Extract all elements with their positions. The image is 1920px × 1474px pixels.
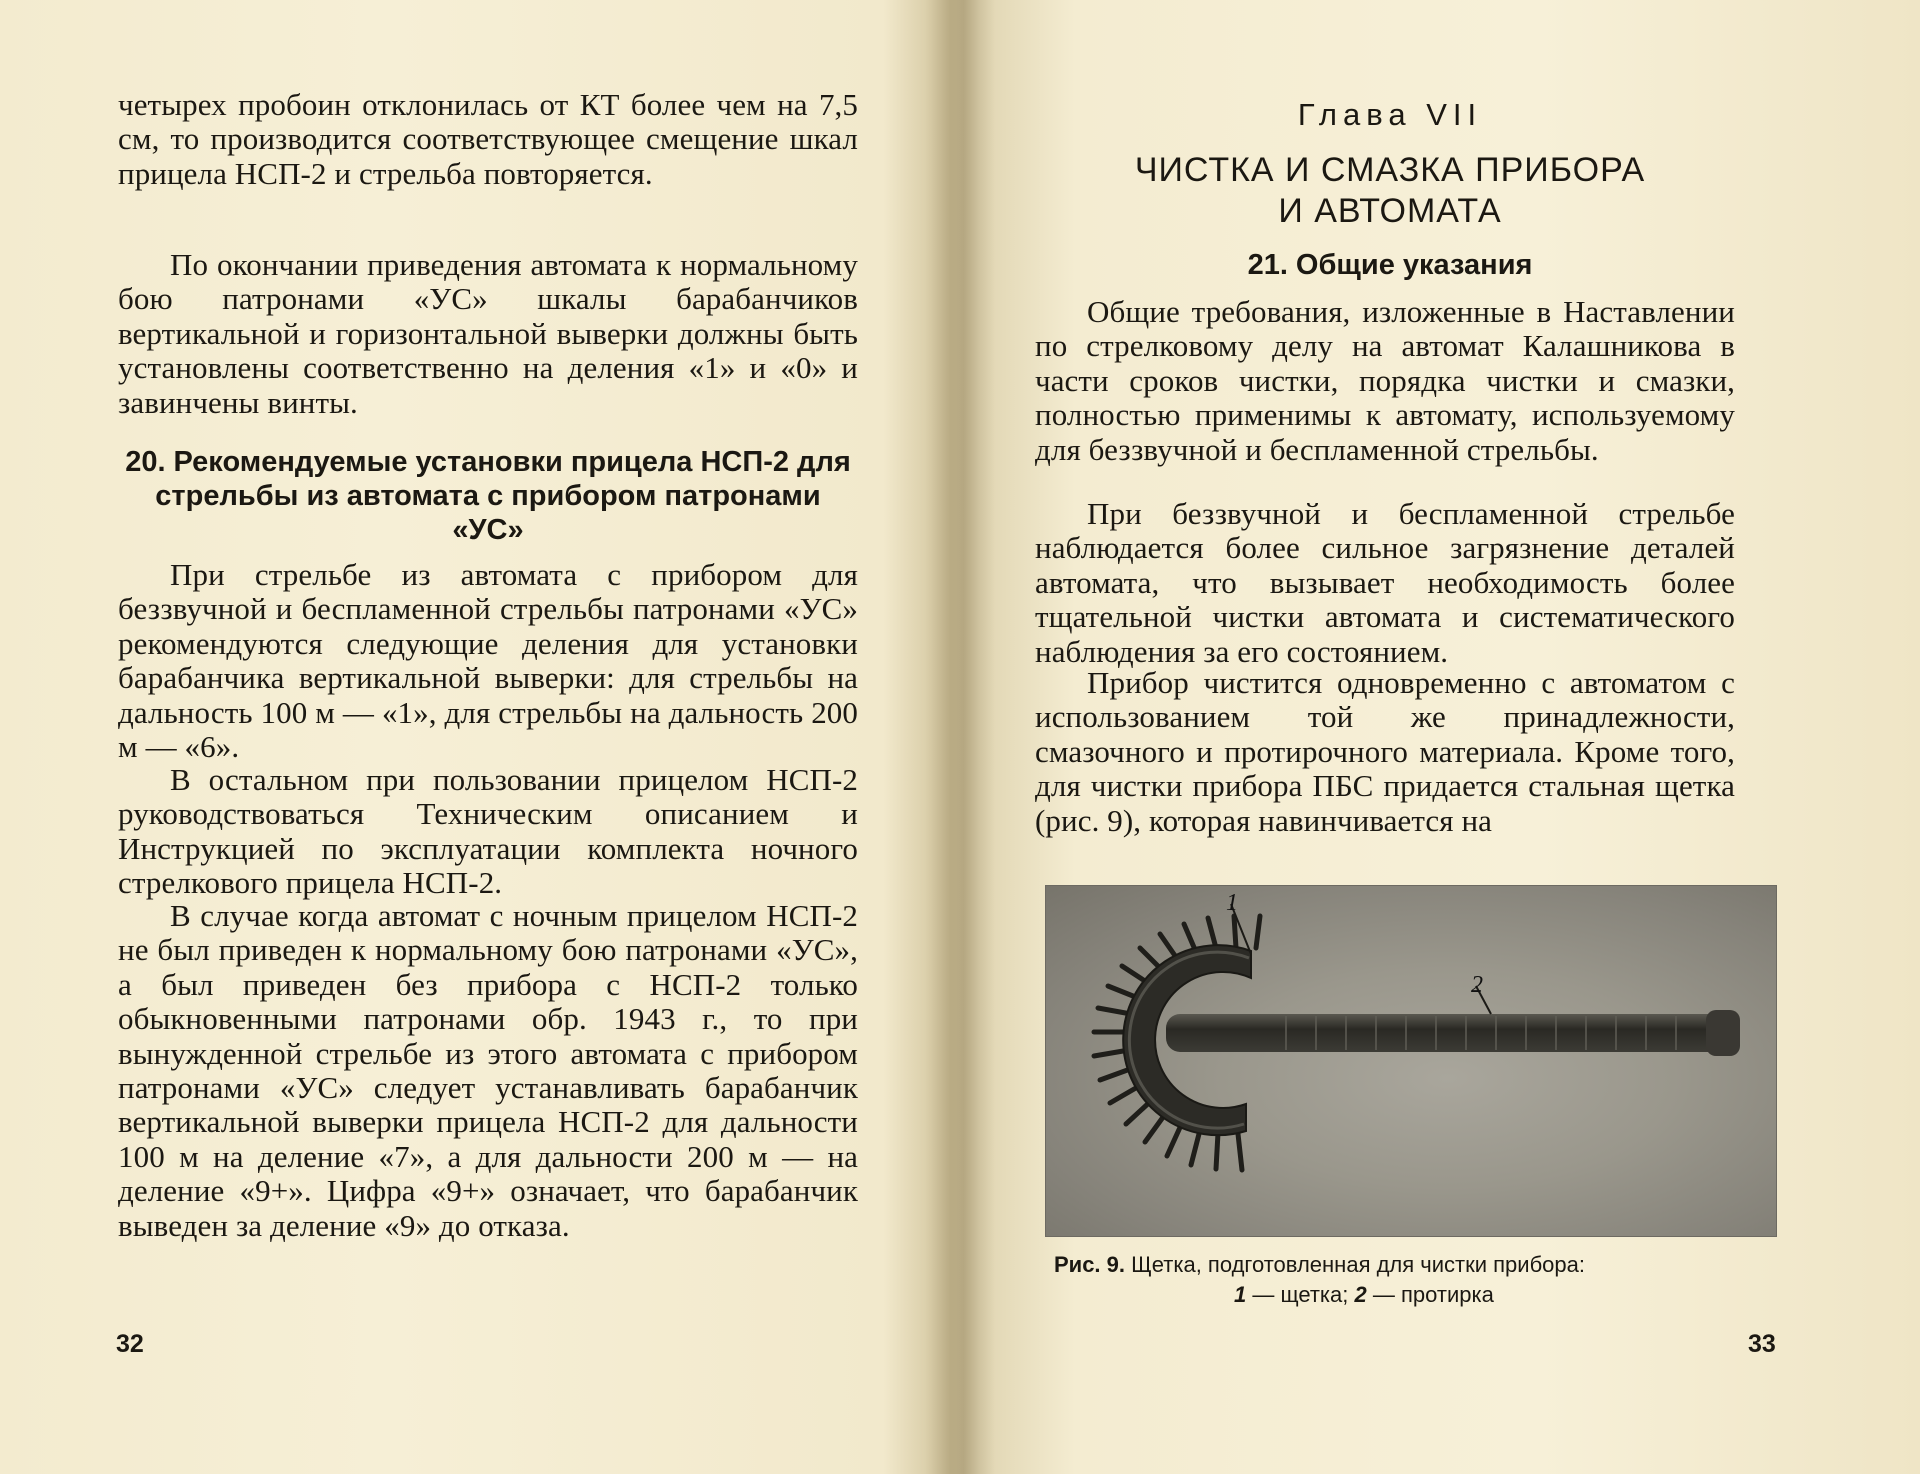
right-paragraph-2: При беззвучной и беспламенной стрельбе наблюдается более сильное загрязнение деталей автомата, что вызывает необходимость более тщательной чистки автомата и систематического наблюдения за его состоянием. bbox=[1035, 496, 1735, 669]
left-paragraph-4: В остальном при пользовании прицелом НСП-2 руководствоваться Техническим описанием и Инструкцией по эксплуатации комплекта ночного стрелкового прицела НСП-2. bbox=[118, 762, 858, 901]
legend-1-number: 1 bbox=[1234, 1282, 1247, 1307]
caption-legend bbox=[1054, 1280, 1774, 1310]
figure-caption bbox=[1054, 1250, 1774, 1310]
brush-illustration bbox=[1046, 886, 1776, 1236]
callout-2: 2 bbox=[1471, 972, 1483, 998]
caption-text: Щетка, подготовленная для чистки прибора: bbox=[1131, 1252, 1585, 1277]
left-paragraph-1: четырех пробоин отклонилась от КТ более чем на 7,5 см, то производится соответствующее смещение шкал прицела НСП-2 и стрельба повторяется. bbox=[118, 87, 858, 191]
section-heading-21: 21. Общие указания bbox=[1247, 249, 1533, 281]
legend-1-text: — щетка; bbox=[1252, 1282, 1349, 1307]
legend-2-text: — протирка bbox=[1372, 1282, 1494, 1307]
legend-2-number: 2 bbox=[1354, 1282, 1367, 1307]
page-number-right: 33 bbox=[1748, 1330, 1776, 1358]
page-number-left: 32 bbox=[116, 1330, 144, 1358]
left-paragraph-3: При стрельбе из автомата с прибором для беззвучной и беспламенной стрельбы патронами «УС» рекомендуются следующие деления для установки барабанчика вертикальной выверки: для стрельбы на дальность 100 м — «1», для стрельбы на дальность 200 м — «6». bbox=[118, 557, 858, 765]
caption-label: Рис. 9. bbox=[1054, 1252, 1126, 1277]
section-heading-20: 20. Рекомендуемые установки прицела НСП-2 для стрельбы из автомата с прибором патронами «УС» bbox=[125, 446, 851, 546]
left-paragraph-2: По окончании приведения автомата к нормальному бою патронами «УС» шкалы барабанчиков вертикальной и горизонтальной выверки должны быть установлены соответственно на деления «1» и «0» и завинчены винты. bbox=[118, 247, 858, 420]
callout-1: 1 bbox=[1226, 890, 1238, 916]
chapter-label: Глава VII bbox=[1297, 97, 1483, 132]
brush-photo-figure bbox=[1045, 885, 1777, 1237]
right-paragraph-3: Прибор чистится одновременно с автоматом с использованием той же принадлежности, смазочного и протирочного материала. Кроме того, для чистки прибора ПБС придается стальная щетка (рис. 9), которая навинчивается на bbox=[1035, 665, 1735, 838]
chapter-title-line-1: ЧИСТКА И СМАЗКА ПРИБОРА bbox=[1134, 151, 1646, 189]
cleaning-rod bbox=[1166, 1014, 1726, 1052]
chapter-title-line-2: И АВТОМАТА bbox=[1278, 192, 1502, 230]
right-paragraph-1: Общие требования, изложенные в Наставлении по стрелковому делу на автомат Калашникова в части сроков чистки, порядка чистки и смазки, полностью применимы к автомату, используемому для беззвучной и беспламенной стрельбы. bbox=[1035, 294, 1735, 467]
left-paragraph-5: В случае когда автомат с ночным прицелом НСП-2 не был приведен к нормальному бою патронами «УС», а был приведен без прибора с НСП-2 только обыкновенными патронами обр. 1943 г., то при вынужденной стрельбе из этого автомата с прибором патронами «УС» следует устанавливать барабанчик вертикальной выверки прицела НСП-2 для дальности 100 м на деление «7», а для дальности 200 м — на деление «9+». Цифра «9+» означает, что барабанчик выведен за деление «9» до отказа. bbox=[118, 898, 858, 1243]
caption-line-1 bbox=[1054, 1250, 1774, 1280]
